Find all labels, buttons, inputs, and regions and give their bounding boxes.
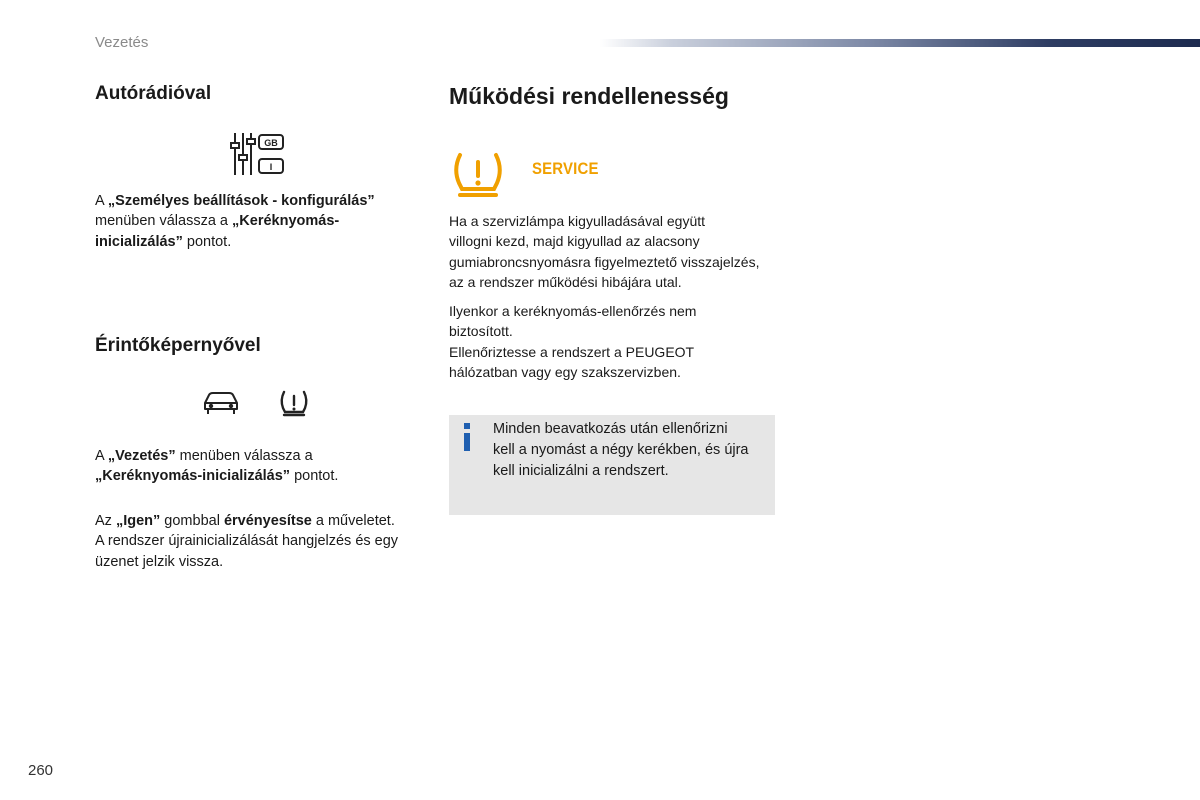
malfunction-description: Ha a szervizlámpa kigyulladásával együtt villogni kezd, majd kigyullad az alacsony gumiabroncsnyomásra figyelmeztető visszajelzés, az a rendszer működési hibájára utal. — [449, 213, 760, 291]
radio-section-title: Autórádióval — [95, 83, 212, 104]
info-box — [449, 415, 775, 515]
info-text: Minden beavatkozás után ellenőrizni kell a nyomást a négy kerékben, és újra kell inicializálni a rendszert. — [493, 421, 749, 479]
touch-section-title: Érintőképernyővel — [95, 335, 261, 356]
service-label: SERVICE — [532, 159, 599, 178]
info-icon — [461, 423, 473, 451]
malfunction-advice: Ilyenkor a keréknyomás-ellenőrzés nem biztosított. Ellenőriztesse a rendszert a PEUGEOT hálózatban vagy egy szakszervizben. — [449, 303, 697, 381]
car-icon — [201, 389, 241, 417]
radio-instruction: A „Személyes beállítások - konfigurálás” menüben válassza a „Keréknyomás- inicializálás” pontot. — [95, 193, 375, 250]
settings-sliders-language-icon — [229, 131, 285, 177]
touch-confirmation: Az „Igen” gombbal érvényesítse a műveletet. A rendszer újrainicializálását hangjelzés és egy üzenet jelzik vissza. — [95, 513, 399, 570]
tire-pressure-warning-icon — [452, 151, 504, 199]
section-label: Vezetés — [95, 34, 149, 51]
page-number: 260 — [28, 762, 54, 779]
touch-instruction: A „Vezetés” menüben válassza a „Keréknyomás-inicializálás” pontot. — [95, 448, 339, 485]
tire-pressure-icon — [278, 388, 310, 418]
language-badge-gb: GB — [264, 138, 278, 148]
language-badge-i: I — [269, 162, 273, 172]
header-gradient-bar — [600, 39, 1200, 47]
malfunction-title: Működési rendellenesség — [449, 83, 729, 109]
